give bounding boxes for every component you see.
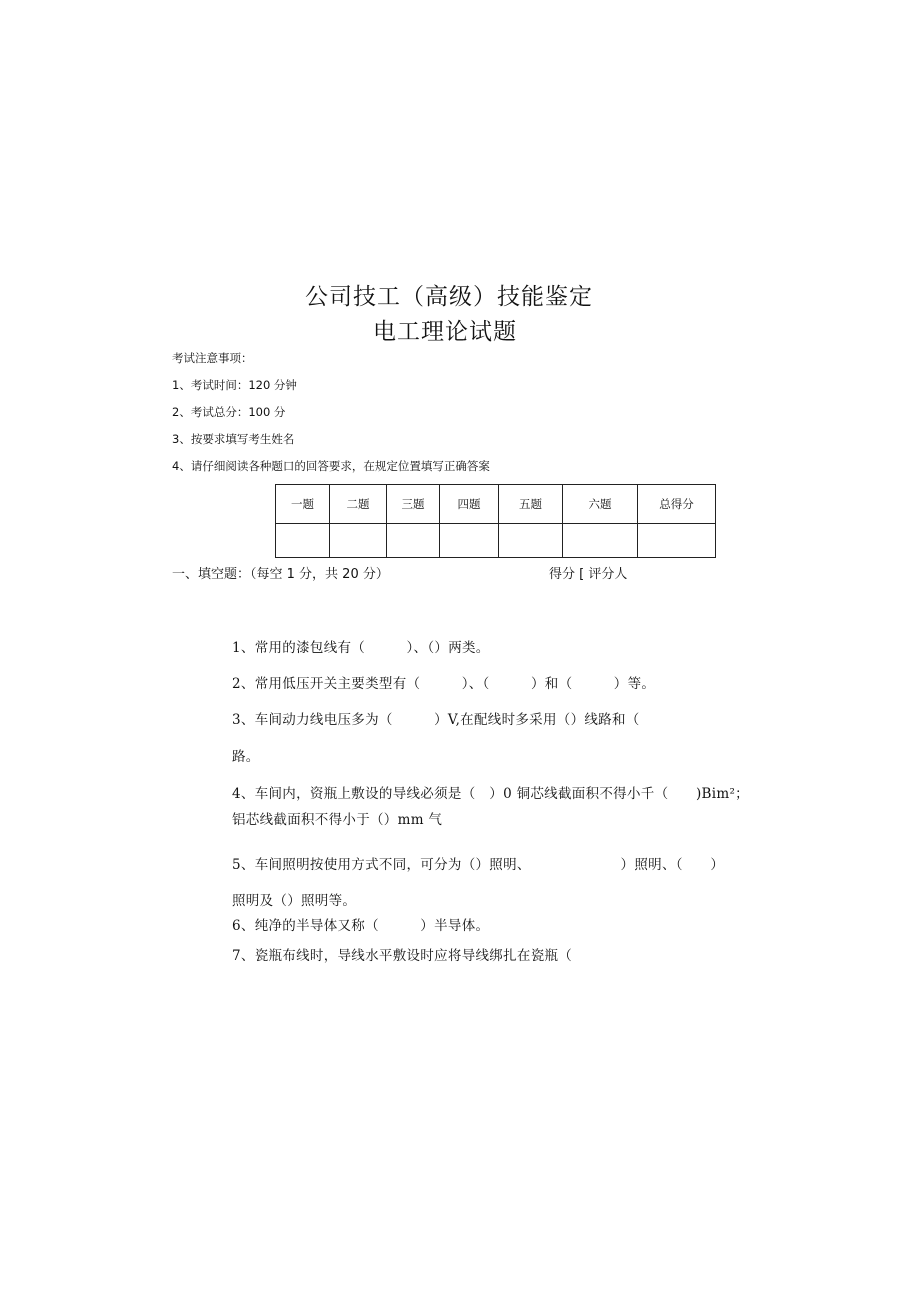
score-header-cell: 六题 — [563, 485, 638, 524]
score-table-header-row — [276, 485, 716, 524]
exam-title-line2: 电工理论试题 — [373, 319, 517, 345]
question-5: 5、车间照明按使用方式不同，可分为（）照明、 ）照明、（ ） — [232, 857, 725, 873]
section1-score-label: 得分 [ 评分人 — [549, 567, 628, 582]
notes-heading: 考试注意事项： — [172, 351, 253, 365]
score-header-cell: 二题 — [330, 485, 387, 524]
note-item: 1、考试时间：120 分钟 — [172, 378, 297, 392]
question-1: 1、常用的漆包线有（ ）、（）两类。 — [232, 640, 490, 656]
score-table — [275, 484, 716, 558]
score-blank-cell[interactable] — [563, 524, 638, 558]
score-blank-cell[interactable] — [330, 524, 387, 558]
score-header-cell: 一题 — [276, 485, 330, 524]
question-6: 6、纯净的半导体又称（ ）半导体。 — [232, 918, 490, 934]
question-4-continued: 铝芯线截面积不得小于（）mm 气 — [232, 812, 443, 828]
score-blank-cell[interactable] — [387, 524, 440, 558]
score-header-cell: 五题 — [499, 485, 563, 524]
score-header-cell: 三题 — [387, 485, 440, 524]
score-blank-cell[interactable] — [499, 524, 563, 558]
exam-title-line1: 公司技工（高级）技能鉴定 — [305, 284, 593, 310]
score-blank-cell[interactable] — [638, 524, 716, 558]
note-item: 3、按要求填写考生姓名 — [172, 432, 295, 446]
score-blank-cell[interactable] — [276, 524, 330, 558]
question-7: 7、瓷瓶布线时，导线水平敷设时应将导线绑扎在瓷瓶（ — [232, 948, 573, 964]
section1-title: 一、填空题：（每空 1 分，共 20 分） — [172, 567, 389, 582]
note-item: 4、请仔细阅读各种题口的回答要求，在规定位置填写正确答案 — [172, 459, 490, 473]
score-table-blank-row — [276, 524, 716, 558]
score-header-cell: 总得分 — [638, 485, 716, 524]
score-header-cell: 四题 — [440, 485, 499, 524]
note-item: 2、考试总分：100 分 — [172, 405, 286, 419]
question-3-continued: 路。 — [232, 749, 260, 765]
question-3: 3、车间动力线电压多为（ ）V,在配线时多采用（）线路和（ — [232, 712, 640, 728]
question-2: 2、常用低压开关主要类型有（ ）、（ ）和（ ）等。 — [232, 676, 656, 692]
score-blank-cell[interactable] — [440, 524, 499, 558]
question-4: 4、车间内，资瓶上敷设的导线必须是（ ）0 铜芯线截面积不得小千（ )Bim²； — [232, 786, 749, 802]
question-5-continued: 照明及（）照明等。 — [232, 893, 357, 909]
